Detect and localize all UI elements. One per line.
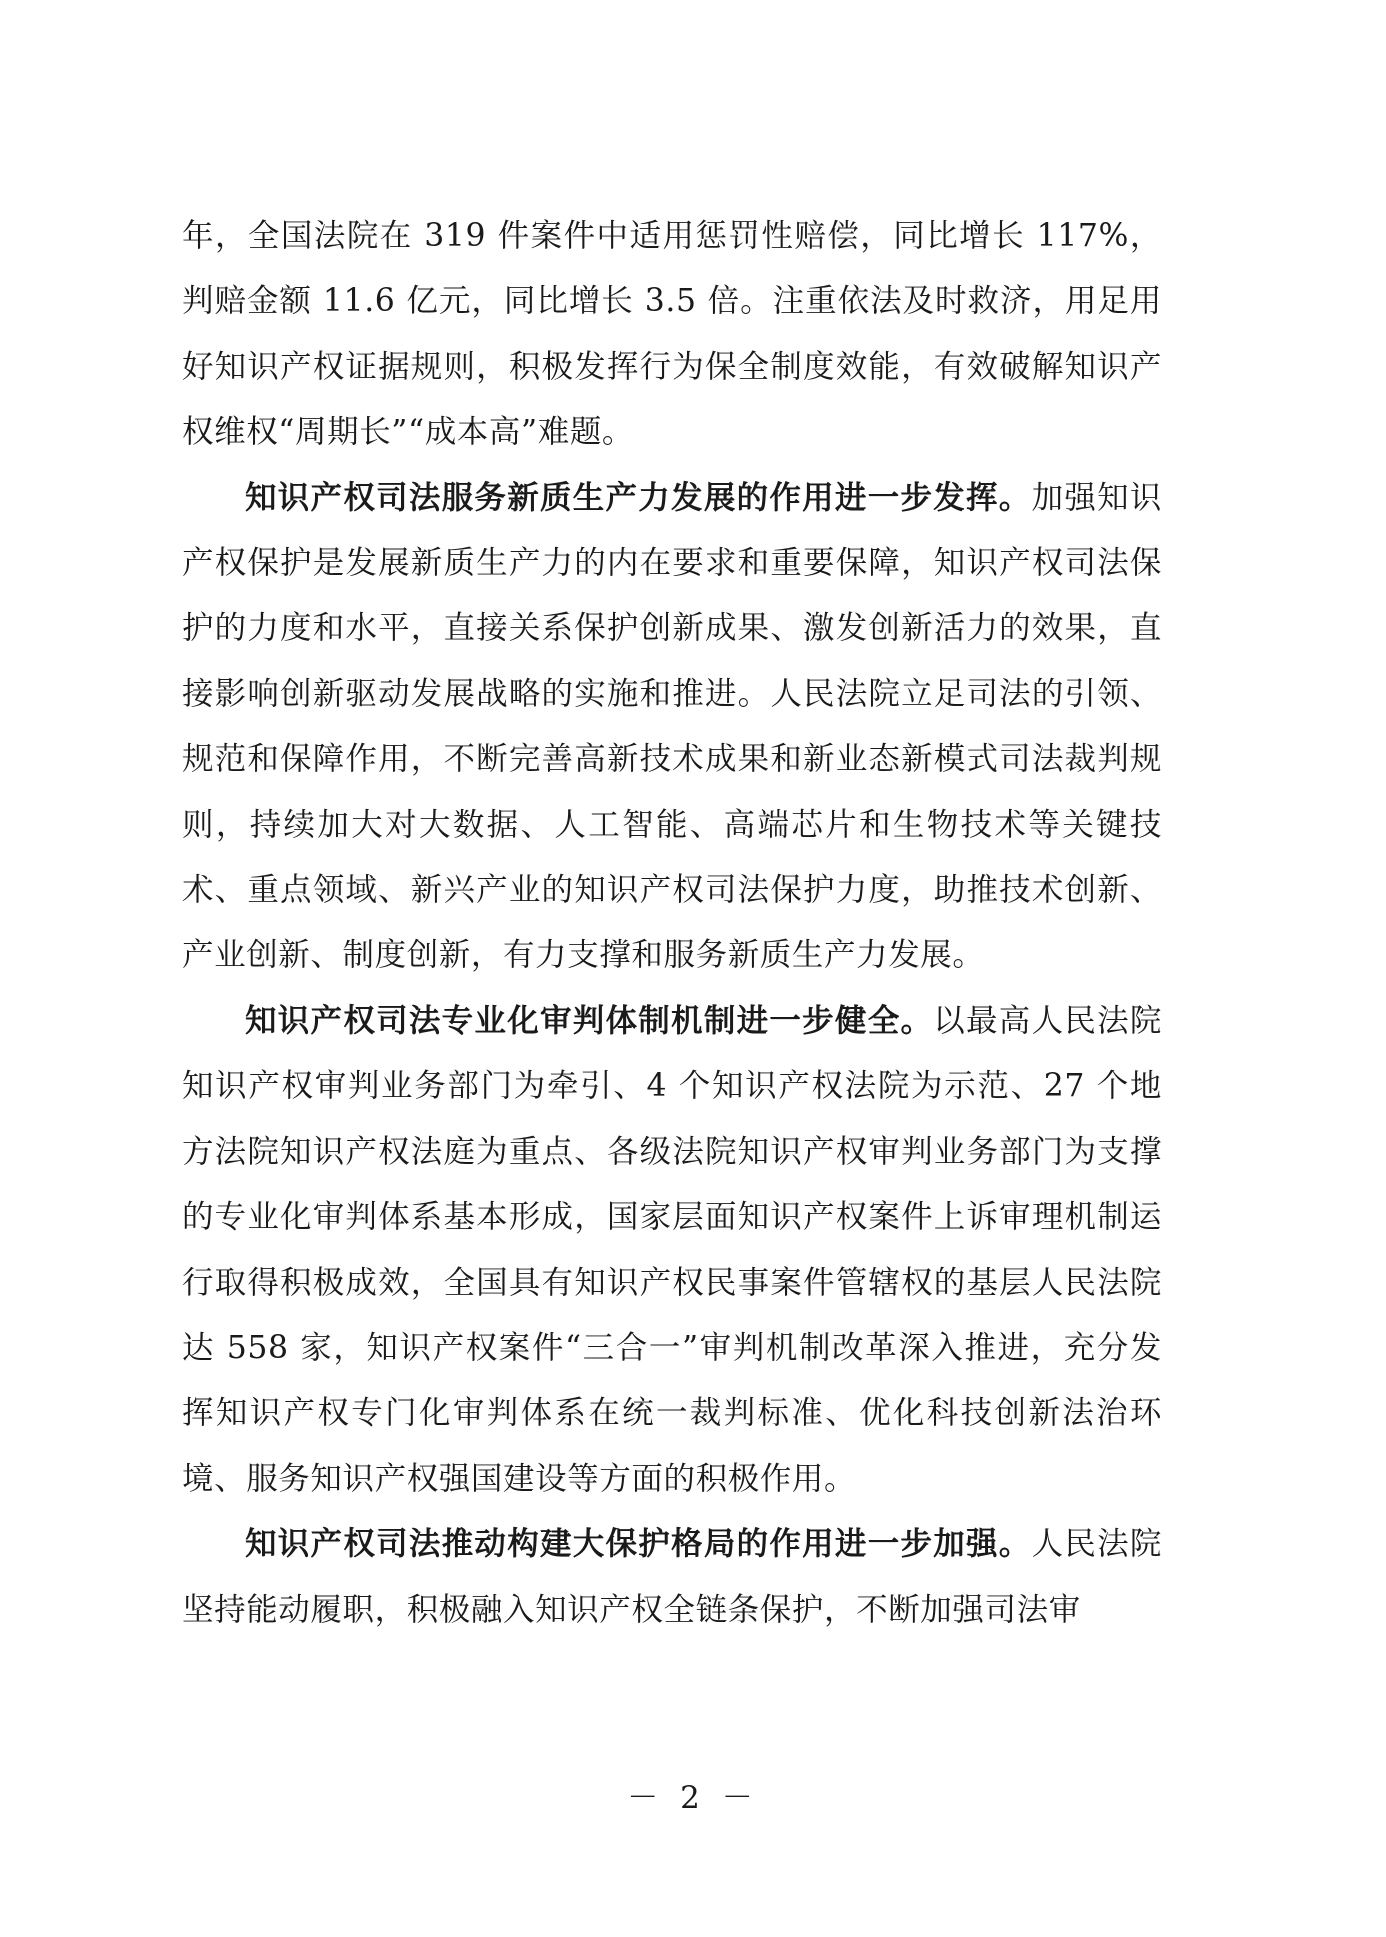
body-text — [182, 204, 1162, 1643]
paragraph-4-lead: 知识产权司法推动构建大保护格局的作用进一步加强。 — [245, 1526, 1032, 1563]
paragraph-1 — [182, 204, 1162, 466]
paragraph-2-text: 加强知识产权保护是发展新质生产力的内在要求和重要保障，知识产权司法保护的力度和水平，直接关系保护创新成果、激发创新活力的效果，直接影响创新驱动发展战略的实施和推进。人民法院立足司法的引领、规范和保障作用，不断完善高新技术成果和新业态新模式司法裁判规则，持续加大对大数据、人工智能、高端芯片和生物技术等关键技术、重点领域、新兴产业的知识产权司法保护力度，助推技术创新、产业创新、制度创新，有力支撑和服务新质生产力发展。 — [182, 479, 1162, 974]
paragraph-1-text: 年，全国法院在 319 件案件中适用惩罚性赔偿，同比增长 117%，判赔金额 11.6 亿元，同比增长 3.5 倍。注重依法及时救济，用足用好知识产权证据规则，积极发挥行为保全制度效能，有效破解知识产权维权“周期长”“成本高”难题。 — [182, 218, 1162, 451]
page-number: － 2 － — [627, 1780, 759, 1816]
paragraph-3-text: 以最高人民法院知识产权审判业务部门为牵引、4 个知识产权法院为示范、27 个地方法院知识产权法庭为重点、各级法院知识产权审判业务部门为支撑的专业化审判体系基本形成，国家层面知识产权案件上诉审理机制运行取得积极成效，全国具有知识产权民事案件管辖权的基层人民法院达 558 家，知识产权案件“三合一”审判机制改革深入推进，充分发挥知识产权专门化审判体系在统一裁判标准、优化科技创新法治环境、服务知识产权强国建设等方面的积极作用。 — [182, 1002, 1162, 1497]
paragraph-2-lead: 知识产权司法服务新质生产力发展的作用进一步发挥。 — [245, 479, 1032, 516]
paragraph-3 — [182, 989, 1162, 1512]
paragraph-3-lead: 知识产权司法专业化审判体制机制进一步健全。 — [245, 1002, 934, 1039]
paragraph-4-text: 人民法院坚持能动履职，积极融入知识产权全链条保护，不断加强司法审 — [182, 1526, 1162, 1628]
paragraph-4 — [182, 1512, 1162, 1643]
paragraph-2 — [182, 466, 1162, 989]
